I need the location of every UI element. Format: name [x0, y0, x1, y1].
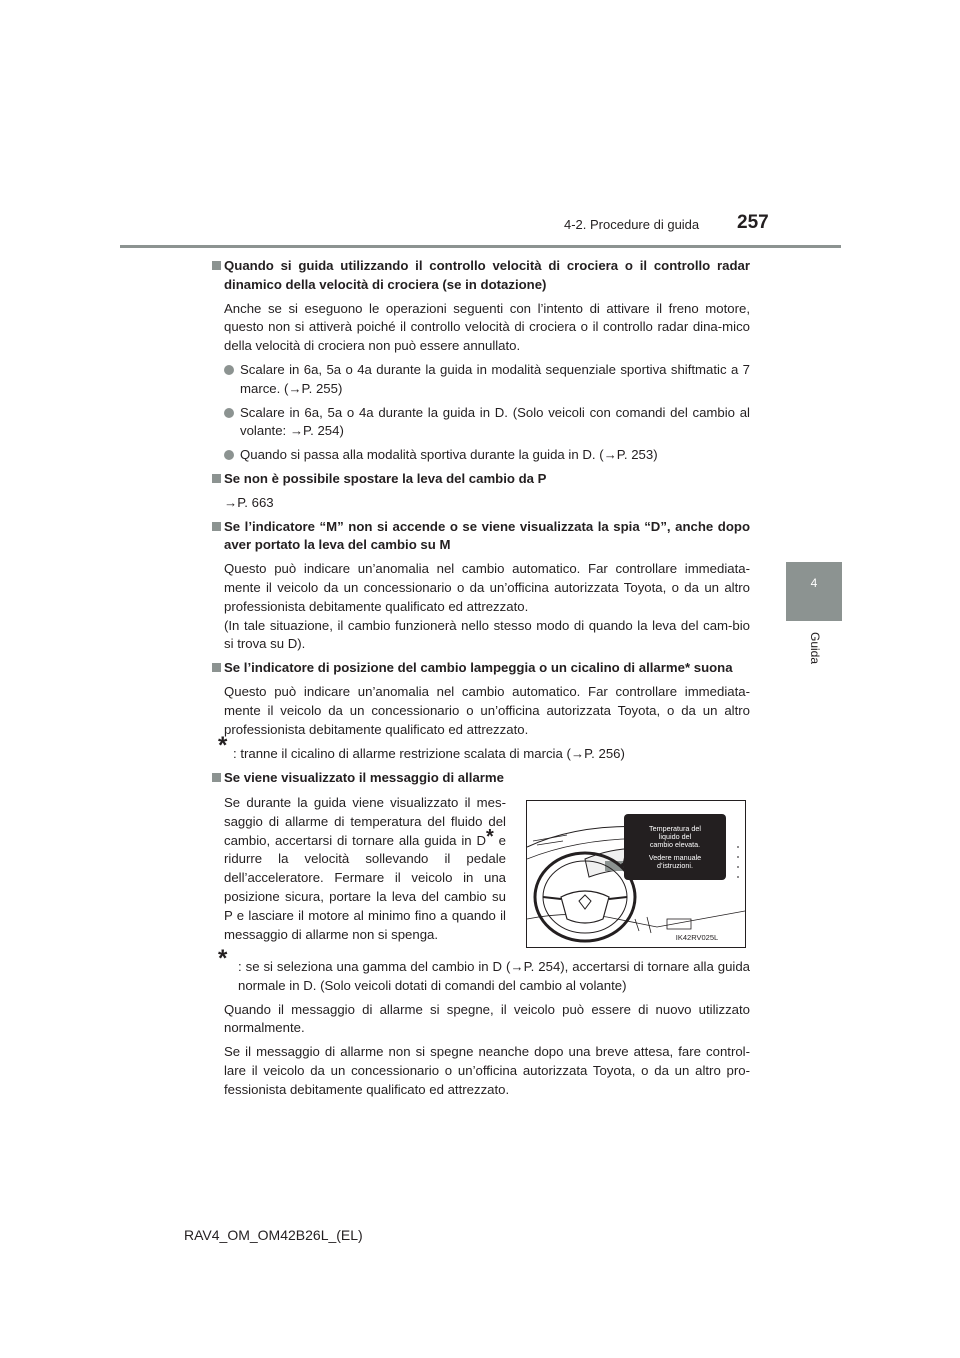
heading-indicator-flashing: Se l’indicatore di posizione del cambio lampeggia o un cicalino di allarme* suona	[212, 659, 750, 678]
message-line: Vedere manuale	[648, 852, 702, 862]
square-bullet-icon	[212, 261, 221, 270]
list-item: Scalare in 6a, 5a o 4a durante la guida in D. (Solo veicoli con comandi del cambio al volante: →P. 254)	[212, 404, 750, 442]
chapter-tab-label: Guida	[808, 632, 822, 665]
list-item: Scalare in 6a, 5a o 4a durante la guida in modalità sequenziale sportiva shiftmatic a 7 marce. (→P. 255)	[212, 361, 750, 399]
square-bullet-icon	[212, 474, 221, 483]
circle-bullet-icon	[224, 450, 234, 460]
footer-doc-code: RAV4_OM_OM42B26L_(EL)	[184, 1227, 363, 1243]
steering-hub	[561, 891, 609, 923]
heading-m-indicator: Se l’indicatore “M” non si accende o se viene visualizzata la spia “D”, anche dopo aver portato la leva del cambio su M	[212, 518, 750, 556]
section-title: 4-2. Procedure di guida	[564, 217, 700, 232]
chapter-tab	[786, 562, 842, 621]
square-bullet-icon	[212, 773, 221, 782]
heading-cruise-control: Quando si guida utilizzando il controllo velocità di crociera o il controllo radar dinamico della velocità di crociera (se in dotazione)	[212, 257, 750, 295]
message-line: cambio elevata.	[649, 839, 701, 849]
asterisk-mark: *	[486, 825, 494, 848]
paragraph: Quando il messaggio di allarme si spegne, il veicolo può essere di nuovo utilizzato normalmente.	[224, 1001, 750, 1036]
figure-code: IK42RV025L	[675, 932, 719, 942]
paragraph: (In tale situazione, il cambio funzionerà nello stesso modo di quando la leva del cam-bio si trova su D).	[224, 617, 750, 652]
heading-warning-message: Se viene visualizzato il messaggio di allarme	[212, 769, 750, 788]
dashboard-illustration	[526, 800, 746, 948]
paragraph: Questo può indicare un’anomalia nel cambio automatico. Far controllare immediata-mente il veicolo da un concessionario o da un’officina autorizzata Toyota, o da un altro professionista debitamente qualificato ed attrezzato.	[224, 561, 750, 614]
paragraph: Se il messaggio di allarme non si spegne neanche dopo una breve attesa, fare control-lare il veicolo da un concessionario o un’officina autorizzata Toyota, o da un altro pro-fessionista debitamente qualificato ed attrezzato.	[224, 1044, 750, 1097]
footnote: * : tranne il cicalino di allarme restrizione scalata di marcia (→P. 256)	[218, 732, 625, 762]
header-rule	[120, 245, 841, 248]
paragraph: Questo può indicare un’anomalia nel cambio automatico. Far controllare immediata-mente il veicolo da un concessionario o un’officina autorizzata Toyota, o da un altro professionista debitamente qualificato ed attrezzato.	[224, 683, 750, 737]
square-bullet-icon	[212, 663, 221, 672]
dashboard-drawing	[527, 801, 745, 947]
square-bullet-icon	[212, 522, 221, 531]
heading-shift-lever-stuck: Se non è possibile spostare la leva del cambio da P	[212, 470, 750, 489]
page-reference: →P. 663	[224, 494, 274, 510]
circle-bullet-icon	[224, 408, 234, 418]
message-line: d’istruzioni.	[657, 860, 693, 870]
footnote: * : se si seleziona una gamma del cambio in D (→P. 254), accertarsi di tornare alla guida normale in D. (Solo veicoli dotati di comandi del cambio al volante)	[218, 944, 750, 993]
message-line: Temperatura del	[649, 823, 701, 833]
page-number: 257	[737, 212, 769, 233]
page-content	[212, 252, 750, 1100]
paragraph: Se durante la guida viene visualizzato il mes-saggio di allarme di temperatura del fluido del cambio, accertarsi di tornare alla guida in D* e ridurre la velocità sollevando il pedale dell’acceleratore. Fermare il veicolo in una posizione sicura, portare la leva del cambio su P e lasciare il motore al minimo fino a quando il messaggio di allarme non si spenga.	[224, 794, 506, 942]
list-item: Quando si passa alla modalità sportiva durante la guida in D. (→P. 253)	[212, 446, 750, 465]
circle-bullet-icon	[224, 365, 234, 375]
chapter-tab-number: 4	[810, 576, 818, 590]
asterisk-mark: *	[218, 732, 228, 760]
figure-row	[212, 794, 750, 952]
asterisk-mark: *	[218, 944, 228, 972]
paragraph: Anche se si eseguono le operazioni seguenti con l’intento di attivare il freno motore, questo non si attiverà poiché il controllo velocità di crociera o il controllo radar dina-mico della velocità di crociera non può essere annullato.	[224, 300, 750, 354]
message-line: liquido del	[658, 831, 692, 841]
